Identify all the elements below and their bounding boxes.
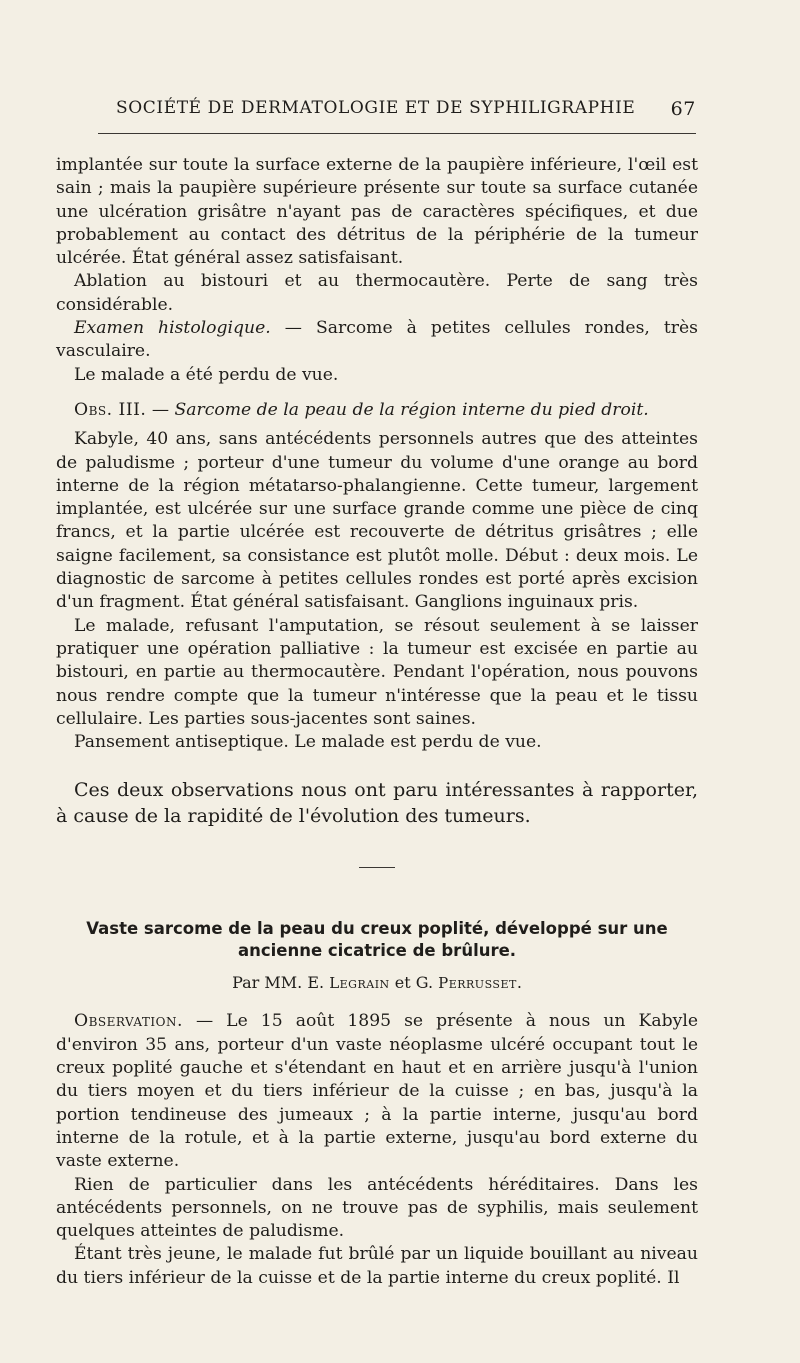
- obs3-paragraph-1: Kabyle, 40 ans, sans antécédents personnels autres que des atteintes de paludisme ; porteur d'une tumeur du volume d'une orange au bord interne de la région métatarso-phalangienne. Cette tumeur, largement implantée, est ulcérée sur une surface grande comme une pièce de cinq francs, et la partie ulcérée est recouverte de détritus grisâtres ; elle saigne facilement, sa consistance est plutôt molle. Début : deux mois. Le diagnostic de sarcome à petites cellules rondes est porté après excision d'un fragment. État général satisfaisant. Ganglions inguinaux pris.: [56, 429, 698, 613]
- observation-paragraph-1: [56, 1010, 698, 1173]
- author-legrain: Legrain: [329, 974, 390, 993]
- obs3-label: Obs. III.: [74, 399, 147, 420]
- histology-text: — Sarcome à petites cellules rondes, très vasculaire.: [56, 318, 698, 362]
- page-number: 67: [670, 98, 696, 120]
- observation-paragraph-2: Rien de particulier dans les antécédents héréditaires. Dans les antécédents personnels, on ne trouve pas de syphilis, mais seulement quelques atteintes de paludisme.: [56, 1174, 698, 1242]
- obs3-paragraph-2: Le malade, refusant l'amputation, se résout seulement à se laisser pratiquer une opération palliative : la tumeur est excisée en partie au bistouri, en partie au thermocautère. Pendant l'opération, nous pouvons nous rendre compte que la tumeur n'intéresse que la peau et le tissu cellulaire. Les parties sous-jacentes sont saines.: [56, 615, 698, 729]
- authors-prefix: Par MM. E.: [232, 973, 330, 993]
- paragraph-continued: implantée sur toute la surface externe de la paupière inférieure, l'œil est sain ; mais la paupière supérieure présente sur toute sa surface cutanée une ulcération grisâtre n'ayant pas de caractères spécifiques, et due probablement au contact des détritus de la périphérie de la tumeur ulcérée. État général assez satisfaisant.: [56, 155, 698, 269]
- paragraph-lost: Le malade a été perdu de vue.: [74, 364, 339, 385]
- observation-paragraph-3: Étant très jeune, le malade fut brûlé par un liquide bouillant au niveau du tiers inférieur de la cuisse et de la partie interne du creux poplité. Il: [56, 1244, 698, 1288]
- obs3-heading: [56, 399, 698, 422]
- text-column: [56, 154, 698, 1290]
- authors-and: et G.: [389, 973, 439, 993]
- authors-suffix: .: [516, 973, 522, 993]
- article-title: Vaste sarcome de la peau du creux poplité, développé sur une ancienne cicatrice de brûlure.: [86, 919, 668, 961]
- paragraph-histology: [56, 317, 698, 364]
- running-header: [116, 98, 696, 124]
- obs3-title: Sarcome de la peau de la région interne du pied droit.: [174, 399, 649, 420]
- obs3-dash: —: [146, 399, 175, 420]
- author-perrusset: Perrusset: [438, 974, 517, 993]
- observation-text: — Le 15 août 1895 se présente à nous un Kabyle d'environ 35 ans, porteur d'un vaste néoplasme ulcéré occupant tout le creux poplité gauche et s'étendant en haut et en arrière jusqu'à l'union du tiers moyen et du tiers inférieur de la cuisse ; en bas, jusqu'à la portion tendineuse des jumeaux ; à la partie interne, jusqu'au bord interne de la rotule, et à la partie externe, jusqu'au bord externe du vaste externe.: [56, 1011, 698, 1172]
- section-separator: [359, 867, 395, 868]
- header-rule: [98, 133, 696, 134]
- article-authors: [56, 973, 698, 992]
- observation-label: Observation.: [74, 1011, 183, 1032]
- paragraph-ablation: Ablation au bistouri et au thermocautère. Perte de sang très considérable.: [56, 271, 698, 315]
- running-title: SOCIÉTÉ DE DERMATOLOGIE ET DE SYPHILIGRAPHIE: [116, 98, 636, 118]
- histology-label: Examen histologique.: [74, 318, 271, 339]
- conclusion-paragraph: Ces deux observations nous ont paru intéressantes à rapporter, à cause de la rapidité de l'évolution des tumeurs.: [56, 779, 698, 828]
- obs3-paragraph-3: Pansement antiseptique. Le malade est perdu de vue.: [74, 732, 542, 753]
